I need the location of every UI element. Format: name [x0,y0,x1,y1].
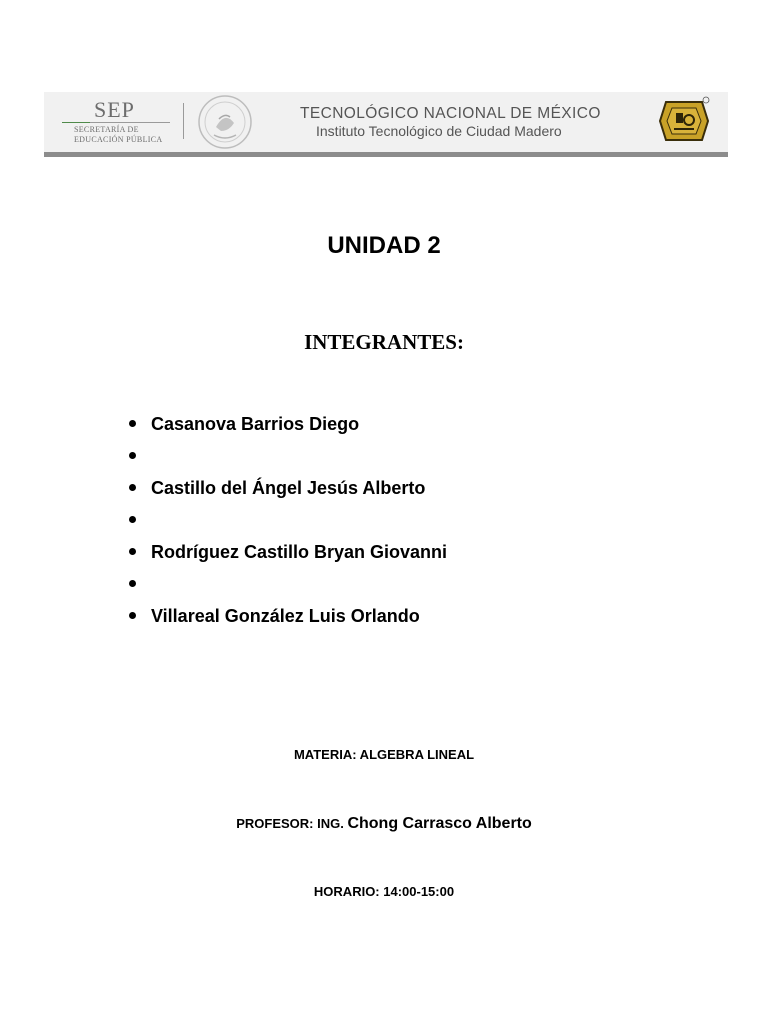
list-item [126,506,447,538]
bullet-icon [129,516,136,523]
member-name: Casanova Barrios Diego [151,414,360,434]
teacher-prefix: PROFESOR: ING. [236,816,344,831]
member-name: Villareal González Luis Orlando [151,606,420,626]
unit-title: UNIDAD 2 [327,232,441,259]
list-item [126,538,447,570]
institution-subtitle: Instituto Tecnológico de Ciudad Madero [316,123,562,139]
teacher-line [0,815,768,833]
list-item [126,442,447,474]
list-item [126,474,447,506]
member-name: Rodríguez Castillo Bryan Giovanni [151,542,448,562]
header-rule [44,152,728,157]
bullet-icon [129,548,136,555]
header-divider [183,103,184,139]
bullet-icon [129,452,136,459]
list-item [126,410,447,442]
sep-logo [60,97,176,147]
bullet-icon [129,484,136,491]
itcm-logo-icon [658,96,710,146]
sep-accent-line [62,122,90,123]
bullet-icon [129,580,136,587]
sep-subtitle-line1: SECRETARÍA DE [74,125,139,134]
subject-line: MATERIA: ALGEBRA LINEAL [293,747,475,762]
mexico-seal-icon [194,93,256,151]
sep-acronym: SEP [94,97,135,122]
institution-title: TECNOLÓGICO NACIONAL DE MÉXICO [300,105,601,122]
members-list [126,410,447,634]
members-heading: INTEGRANTES: [304,330,464,354]
bullet-icon [129,420,136,427]
sep-subtitle-line2: EDUCACIÓN PÚBLICA [74,135,163,144]
bullet-icon [129,612,136,619]
member-name: Castillo del Ángel Jesús Alberto [151,478,426,498]
teacher-name: Chong Carrasco Alberto [347,815,532,832]
schedule-line: HORARIO: 14:00-15:00 [313,884,455,899]
list-item [126,570,447,602]
list-item [126,602,447,634]
